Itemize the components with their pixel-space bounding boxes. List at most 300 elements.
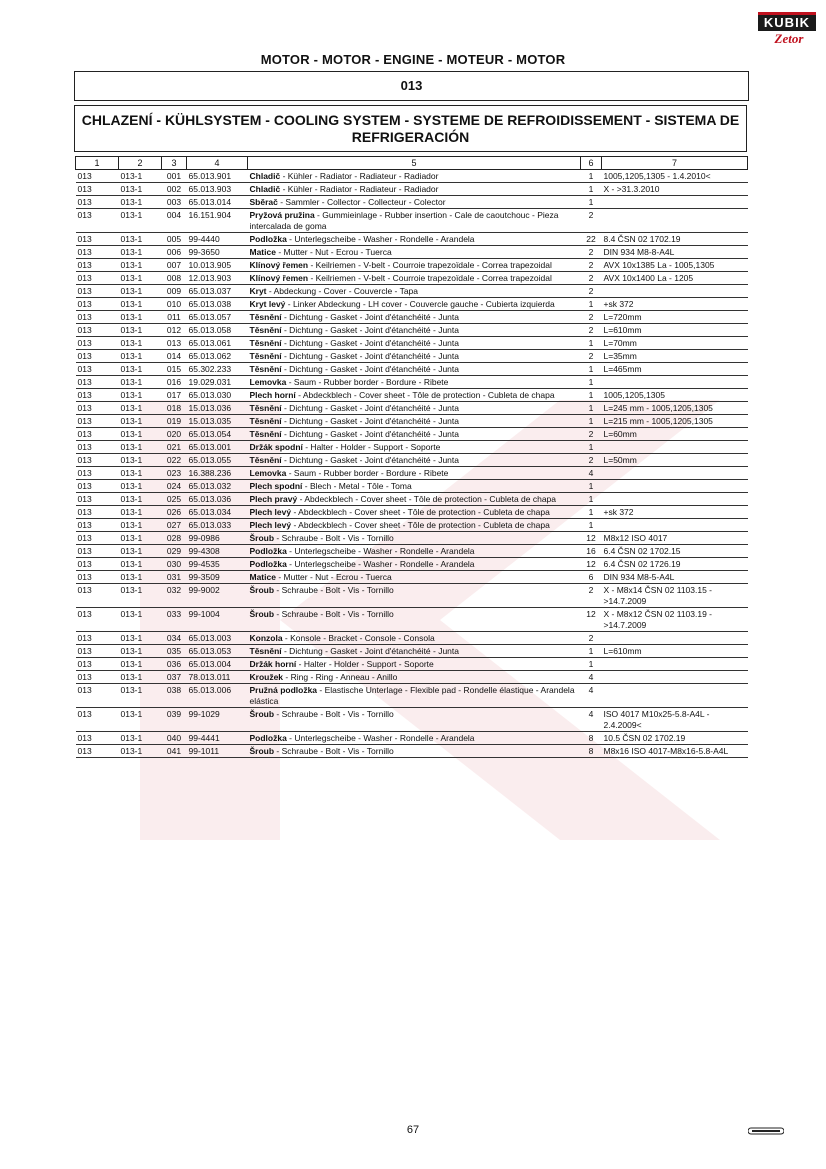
cell-position: 031 (162, 571, 187, 584)
cell-description (248, 645, 581, 658)
part-name-translations: - Saum - Rubber border - Bordure - Ribete (286, 377, 449, 387)
cell-group: 013 (76, 732, 119, 745)
cell-note (602, 376, 748, 389)
table-row (76, 415, 748, 428)
cell-group: 013 (76, 209, 119, 233)
part-name-czech: Těsnění (249, 312, 282, 322)
cell-note: AVX 10x1400 La - 1205 (602, 272, 748, 285)
part-name-translations: - Abdeckblech - Cover sheet - Tôle de protection - Cubleta de chapa (291, 520, 550, 530)
cell-part-number: 16.388.236 (187, 467, 248, 480)
column-header: 6 (581, 157, 602, 170)
part-name-translations: - Schraube - Bolt - Vis - Tornillo (274, 709, 394, 719)
cell-figure: 013-1 (119, 259, 162, 272)
part-name-czech: Plech pravý (249, 494, 298, 504)
cell-quantity: 1 (581, 337, 602, 350)
cell-part-number: 65.013.003 (187, 632, 248, 645)
cell-figure: 013-1 (119, 196, 162, 209)
cell-group: 013 (76, 428, 119, 441)
kubik-logo-text: KUBIK (758, 12, 816, 31)
cell-position: 018 (162, 402, 187, 415)
cell-note: 8.4 ČSN 02 1702.19 (602, 233, 748, 246)
cell-group: 013 (76, 519, 119, 532)
cell-position: 016 (162, 376, 187, 389)
column-header: 5 (248, 157, 581, 170)
part-name-czech: Konzola (249, 633, 283, 643)
cell-description (248, 389, 581, 402)
parts-table (75, 156, 748, 758)
cell-quantity: 8 (581, 732, 602, 745)
cell-description (248, 183, 581, 196)
cell-group: 013 (76, 183, 119, 196)
cell-position: 003 (162, 196, 187, 209)
part-name-czech: Plech horní (249, 390, 296, 400)
cell-group: 013 (76, 658, 119, 671)
cell-note: M8x16 ISO 4017-M8x16-5.8-A4L (602, 745, 748, 758)
cell-group: 013 (76, 493, 119, 506)
cell-quantity: 6 (581, 571, 602, 584)
cell-group: 013 (76, 246, 119, 259)
cell-group: 013 (76, 272, 119, 285)
table-row (76, 684, 748, 708)
cell-quantity: 8 (581, 745, 602, 758)
cell-part-number: 65.013.058 (187, 324, 248, 337)
cell-figure: 013-1 (119, 233, 162, 246)
part-name-czech: Matice (249, 247, 276, 257)
table-row (76, 428, 748, 441)
table-row (76, 272, 748, 285)
cell-description (248, 545, 581, 558)
table-row (76, 376, 748, 389)
table-row (76, 298, 748, 311)
cell-description (248, 558, 581, 571)
cell-figure: 013-1 (119, 350, 162, 363)
part-name-translations: - Unterlegscheibe - Washer - Rondelle - Arandela (286, 733, 475, 743)
cell-quantity: 2 (581, 259, 602, 272)
part-name-translations: - Unterlegscheibe - Washer - Rondelle - Arandela (286, 559, 475, 569)
table-header-row (76, 157, 748, 170)
part-name-translations: - Halter - Holder - Support - Soporte (296, 659, 434, 669)
cell-note: L=215 mm - 1005,1205,1305 (602, 415, 748, 428)
part-name-translations: - Schraube - Bolt - Vis - Tornillo (274, 609, 394, 619)
cell-note: AVX 10x1385 La - 1005,1305 (602, 259, 748, 272)
table-row (76, 350, 748, 363)
cell-position: 008 (162, 272, 187, 285)
cell-position: 002 (162, 183, 187, 196)
cell-description (248, 532, 581, 545)
cell-note: L=610mm (602, 324, 748, 337)
cell-position: 026 (162, 506, 187, 519)
table-row (76, 732, 748, 745)
cell-quantity: 1 (581, 196, 602, 209)
cell-group: 013 (76, 415, 119, 428)
page-title: MOTOR - MOTOR - ENGINE - MOTEUR - MOTOR (260, 52, 566, 67)
cell-description (248, 632, 581, 645)
table-row (76, 311, 748, 324)
cell-quantity: 4 (581, 684, 602, 708)
column-header: 4 (187, 157, 248, 170)
cell-part-number: 99-1029 (187, 708, 248, 732)
part-name-translations: - Schraube - Bolt - Vis - Tornillo (274, 533, 394, 543)
part-name-translations: - Sammler - Collector - Collecteur - Colector (277, 197, 446, 207)
part-name-czech: Plech levý (249, 507, 292, 517)
cell-position: 034 (162, 632, 187, 645)
part-name-translations: - Schraube - Bolt - Vis - Tornillo (274, 746, 394, 756)
cell-note: ISO 4017 M10x25-5.8-A4L - 2.4.2009< (602, 708, 748, 732)
part-name-translations: - Saum - Rubber border - Bordure - Ribete (286, 468, 449, 478)
cell-description (248, 506, 581, 519)
cell-description (248, 311, 581, 324)
table-row (76, 233, 748, 246)
column-header: 7 (602, 157, 748, 170)
cell-group: 013 (76, 376, 119, 389)
cell-figure: 013-1 (119, 402, 162, 415)
cell-position: 028 (162, 532, 187, 545)
cell-position: 021 (162, 441, 187, 454)
table-row (76, 467, 748, 480)
cell-note: L=35mm (602, 350, 748, 363)
cell-part-number: 99-4535 (187, 558, 248, 571)
cell-figure: 013-1 (119, 608, 162, 632)
cell-group: 013 (76, 402, 119, 415)
cell-part-number: 16.151.904 (187, 209, 248, 233)
cell-quantity: 12 (581, 532, 602, 545)
cell-quantity: 2 (581, 632, 602, 645)
part-name-czech: Podložka (249, 546, 287, 556)
column-header: 2 (119, 157, 162, 170)
part-name-czech: Šroub (249, 585, 275, 595)
part-name-czech: Těsnění (249, 403, 282, 413)
cell-figure: 013-1 (119, 467, 162, 480)
cell-description (248, 402, 581, 415)
cell-group: 013 (76, 684, 119, 708)
cell-position: 023 (162, 467, 187, 480)
cell-position: 013 (162, 337, 187, 350)
table-row (76, 402, 748, 415)
cell-position: 011 (162, 311, 187, 324)
cell-description (248, 285, 581, 298)
cell-figure: 013-1 (119, 558, 162, 571)
group-code-box: 013 (74, 71, 749, 101)
table-row (76, 259, 748, 272)
cell-position: 005 (162, 233, 187, 246)
cell-group: 013 (76, 454, 119, 467)
cell-group: 013 (76, 671, 119, 684)
part-name-czech: Lemovka (249, 377, 287, 387)
part-name-czech: Těsnění (249, 455, 282, 465)
part-name-translations: - Keilriemen - V-belt - Courroie trapezoïdale - Correa trapezoidal (308, 273, 552, 283)
cell-group: 013 (76, 350, 119, 363)
part-name-czech: Pryžová pružina (249, 210, 315, 220)
cell-note (602, 196, 748, 209)
cell-note: L=50mm (602, 454, 748, 467)
cell-part-number: 99-1011 (187, 745, 248, 758)
cell-description (248, 454, 581, 467)
cell-part-number: 65.013.053 (187, 645, 248, 658)
part-name-translations: - Abdeckung - Cover - Couvercle - Tapa (266, 286, 419, 296)
cell-note: L=465mm (602, 363, 748, 376)
cell-quantity: 16 (581, 545, 602, 558)
part-name-translations: - Dichtung - Gasket - Joint d'étanchéité - Junta (281, 312, 460, 322)
cell-description (248, 708, 581, 732)
table-row (76, 632, 748, 645)
cell-position: 041 (162, 745, 187, 758)
cell-description (248, 428, 581, 441)
cell-group: 013 (76, 467, 119, 480)
cell-figure: 013-1 (119, 480, 162, 493)
cell-position: 001 (162, 170, 187, 183)
cell-group: 013 (76, 584, 119, 608)
part-name-czech: Těsnění (249, 416, 282, 426)
cell-figure: 013-1 (119, 545, 162, 558)
table-row (76, 209, 748, 233)
cell-quantity: 2 (581, 246, 602, 259)
cell-description (248, 272, 581, 285)
part-name-czech: Plech levý (249, 520, 292, 530)
cell-part-number: 19.029.031 (187, 376, 248, 389)
part-name-translations: - Elastische Unterlage - Flexible pad - Rondelle élastique - Arandela elástica (249, 685, 575, 706)
cell-group: 013 (76, 337, 119, 350)
cell-note (602, 493, 748, 506)
cell-quantity: 1 (581, 645, 602, 658)
part-name-translations: - Dichtung - Gasket - Joint d'étanchéité - Junta (281, 455, 460, 465)
table-row (76, 183, 748, 196)
cell-figure: 013-1 (119, 170, 162, 183)
part-name-translations: - Unterlegscheibe - Washer - Rondelle - Arandela (286, 546, 475, 556)
part-name-translations: - Dichtung - Gasket - Joint d'étanchéité - Junta (281, 416, 460, 426)
part-name-czech: Klínový řemen (249, 260, 309, 270)
cell-figure: 013-1 (119, 298, 162, 311)
cell-figure: 013-1 (119, 493, 162, 506)
cell-description (248, 233, 581, 246)
cell-group: 013 (76, 170, 119, 183)
cell-note: X - >31.3.2010 (602, 183, 748, 196)
part-name-translations: - Kühler - Radiator - Radiateur - Radiador (280, 184, 439, 194)
cell-note: 10.5 ČSN 02 1702.19 (602, 732, 748, 745)
cell-position: 025 (162, 493, 187, 506)
cell-group: 013 (76, 298, 119, 311)
zetor-footer-logo (748, 1127, 784, 1135)
cell-group: 013 (76, 745, 119, 758)
part-name-czech: Klínový řemen (249, 273, 309, 283)
cell-group: 013 (76, 285, 119, 298)
cell-note (602, 519, 748, 532)
cell-note: DIN 934 M8-8-A4L (602, 246, 748, 259)
cell-figure: 013-1 (119, 571, 162, 584)
part-name-translations: - Ring - Ring - Anneau - Anillo (283, 672, 398, 682)
cell-quantity: 1 (581, 402, 602, 415)
cell-quantity: 1 (581, 298, 602, 311)
table-row (76, 363, 748, 376)
cell-description (248, 170, 581, 183)
part-name-translations: - Keilriemen - V-belt - Courroie trapezoïdale - Correa trapezoidal (308, 260, 552, 270)
cell-figure: 013-1 (119, 732, 162, 745)
table-row (76, 532, 748, 545)
cell-group: 013 (76, 608, 119, 632)
cell-group: 013 (76, 259, 119, 272)
cell-part-number: 65.013.014 (187, 196, 248, 209)
cell-quantity: 1 (581, 183, 602, 196)
cell-part-number: 99-4441 (187, 732, 248, 745)
cell-note: L=610mm (602, 645, 748, 658)
cell-position: 036 (162, 658, 187, 671)
cell-position: 015 (162, 363, 187, 376)
part-name-translations: - Abdeckblech - Cover sheet - Tôle de protection - Cubleta de chapa (297, 494, 557, 504)
cell-quantity: 1 (581, 480, 602, 493)
part-name-translations: - Abdeckblech - Cover sheet - Tôle de protection - Cubleta de chapa (291, 507, 550, 517)
part-name-czech: Chladič (249, 171, 281, 181)
table-row (76, 454, 748, 467)
table-row (76, 608, 748, 632)
cell-note (602, 285, 748, 298)
part-name-czech: Podložka (249, 559, 287, 569)
part-name-translations: - Kühler - Radiator - Radiateur - Radiador (280, 171, 439, 181)
cell-position: 030 (162, 558, 187, 571)
cell-position: 035 (162, 645, 187, 658)
cell-figure: 013-1 (119, 415, 162, 428)
table-row (76, 441, 748, 454)
cell-group: 013 (76, 233, 119, 246)
cell-part-number: 99-3650 (187, 246, 248, 259)
part-name-translations: - Dichtung - Gasket - Joint d'étanchéité - Junta (281, 429, 460, 439)
column-header: 1 (76, 157, 119, 170)
cell-group: 013 (76, 532, 119, 545)
cell-position: 022 (162, 454, 187, 467)
cell-description (248, 415, 581, 428)
cell-description (248, 259, 581, 272)
cell-quantity: 1 (581, 658, 602, 671)
cell-figure: 013-1 (119, 658, 162, 671)
cell-quantity: 1 (581, 493, 602, 506)
cell-group: 013 (76, 545, 119, 558)
cell-part-number: 65.013.903 (187, 183, 248, 196)
cell-figure: 013-1 (119, 311, 162, 324)
cell-quantity: 2 (581, 285, 602, 298)
part-name-translations: - Mutter - Nut - Ecrou - Tuerca (275, 247, 392, 257)
table-row (76, 558, 748, 571)
cell-part-number: 10.013.905 (187, 259, 248, 272)
cell-group: 013 (76, 480, 119, 493)
cell-part-number: 99-4308 (187, 545, 248, 558)
cell-position: 024 (162, 480, 187, 493)
cell-description (248, 350, 581, 363)
cell-note (602, 467, 748, 480)
cell-quantity: 12 (581, 608, 602, 632)
cell-group: 013 (76, 571, 119, 584)
cell-group: 013 (76, 196, 119, 209)
cell-part-number: 65.013.036 (187, 493, 248, 506)
cell-position: 009 (162, 285, 187, 298)
cell-quantity: 4 (581, 708, 602, 732)
part-name-translations: - Abdeckblech - Cover sheet - Tôle de protection - Cubleta de chapa (295, 390, 555, 400)
table-row (76, 708, 748, 732)
part-name-czech: Plech spodní (249, 481, 303, 491)
part-name-translations: - Linker Abdeckung - LH cover - Couvercle gauche - Cubierta izquierda (285, 299, 555, 309)
cell-description (248, 298, 581, 311)
column-header: 3 (162, 157, 187, 170)
cell-quantity: 2 (581, 454, 602, 467)
cell-description (248, 519, 581, 532)
cell-note (602, 684, 748, 708)
table-row (76, 285, 748, 298)
cell-quantity: 12 (581, 558, 602, 571)
cell-figure: 013-1 (119, 428, 162, 441)
part-name-czech: Kryt levý (249, 299, 286, 309)
part-name-czech: Chladič (249, 184, 281, 194)
cell-part-number: 99-9002 (187, 584, 248, 608)
cell-description (248, 608, 581, 632)
cell-figure: 013-1 (119, 532, 162, 545)
table-row (76, 493, 748, 506)
table-row (76, 480, 748, 493)
cell-description (248, 324, 581, 337)
cell-figure: 013-1 (119, 645, 162, 658)
cell-part-number: 65.013.037 (187, 285, 248, 298)
table-row (76, 506, 748, 519)
cell-quantity: 2 (581, 324, 602, 337)
cell-quantity: 2 (581, 311, 602, 324)
cell-figure: 013-1 (119, 324, 162, 337)
section-title-line1: CHLAZENÍ - KÜHLSYSTEM - COOLING SYSTEM - SYSTEME DE REFROIDISSEMENT - SISTEMA DE (81, 112, 740, 128)
cell-group: 013 (76, 708, 119, 732)
cell-part-number: 65.013.062 (187, 350, 248, 363)
cell-position: 007 (162, 259, 187, 272)
part-name-czech: Podložka (249, 234, 287, 244)
part-name-czech: Šroub (249, 746, 275, 756)
cell-figure: 013-1 (119, 183, 162, 196)
cell-part-number: 65.013.054 (187, 428, 248, 441)
cell-part-number: 15.013.036 (187, 402, 248, 415)
section-title-line2: REFRIGERACIÓN (351, 129, 470, 145)
table-row (76, 324, 748, 337)
cell-figure: 013-1 (119, 584, 162, 608)
cell-description (248, 363, 581, 376)
cell-quantity: 1 (581, 389, 602, 402)
cell-figure: 013-1 (119, 337, 162, 350)
cell-quantity: 2 (581, 584, 602, 608)
cell-note: 6.4 ČSN 02 1702.15 (602, 545, 748, 558)
cell-position: 033 (162, 608, 187, 632)
part-name-czech: Pružná podložka (249, 685, 318, 695)
table-row (76, 170, 748, 183)
part-name-translations: - Dichtung - Gasket - Joint d'étanchéité - Junta (281, 364, 460, 374)
table-row (76, 671, 748, 684)
part-name-czech: Těsnění (249, 351, 282, 361)
cell-part-number: 99-1004 (187, 608, 248, 632)
cell-description (248, 571, 581, 584)
cell-group: 013 (76, 363, 119, 376)
cell-position: 039 (162, 708, 187, 732)
cell-description (248, 246, 581, 259)
cell-note: +sk 372 (602, 506, 748, 519)
cell-position: 014 (162, 350, 187, 363)
cell-note (602, 441, 748, 454)
part-name-czech: Šroub (249, 533, 275, 543)
part-name-translations: - Dichtung - Gasket - Joint d'étanchéité - Junta (281, 338, 460, 348)
cell-note (602, 480, 748, 493)
cell-part-number: 65.013.038 (187, 298, 248, 311)
part-name-czech: Podložka (249, 733, 287, 743)
cell-quantity: 1 (581, 415, 602, 428)
cell-group: 013 (76, 389, 119, 402)
cell-quantity: 2 (581, 350, 602, 363)
cell-quantity: 22 (581, 233, 602, 246)
table-row (76, 196, 748, 209)
cell-note: L=245 mm - 1005,1205,1305 (602, 402, 748, 415)
cell-position: 019 (162, 415, 187, 428)
part-name-czech: Těsnění (249, 646, 282, 656)
cell-description (248, 441, 581, 454)
part-name-translations: - Schraube - Bolt - Vis - Tornillo (274, 585, 394, 595)
